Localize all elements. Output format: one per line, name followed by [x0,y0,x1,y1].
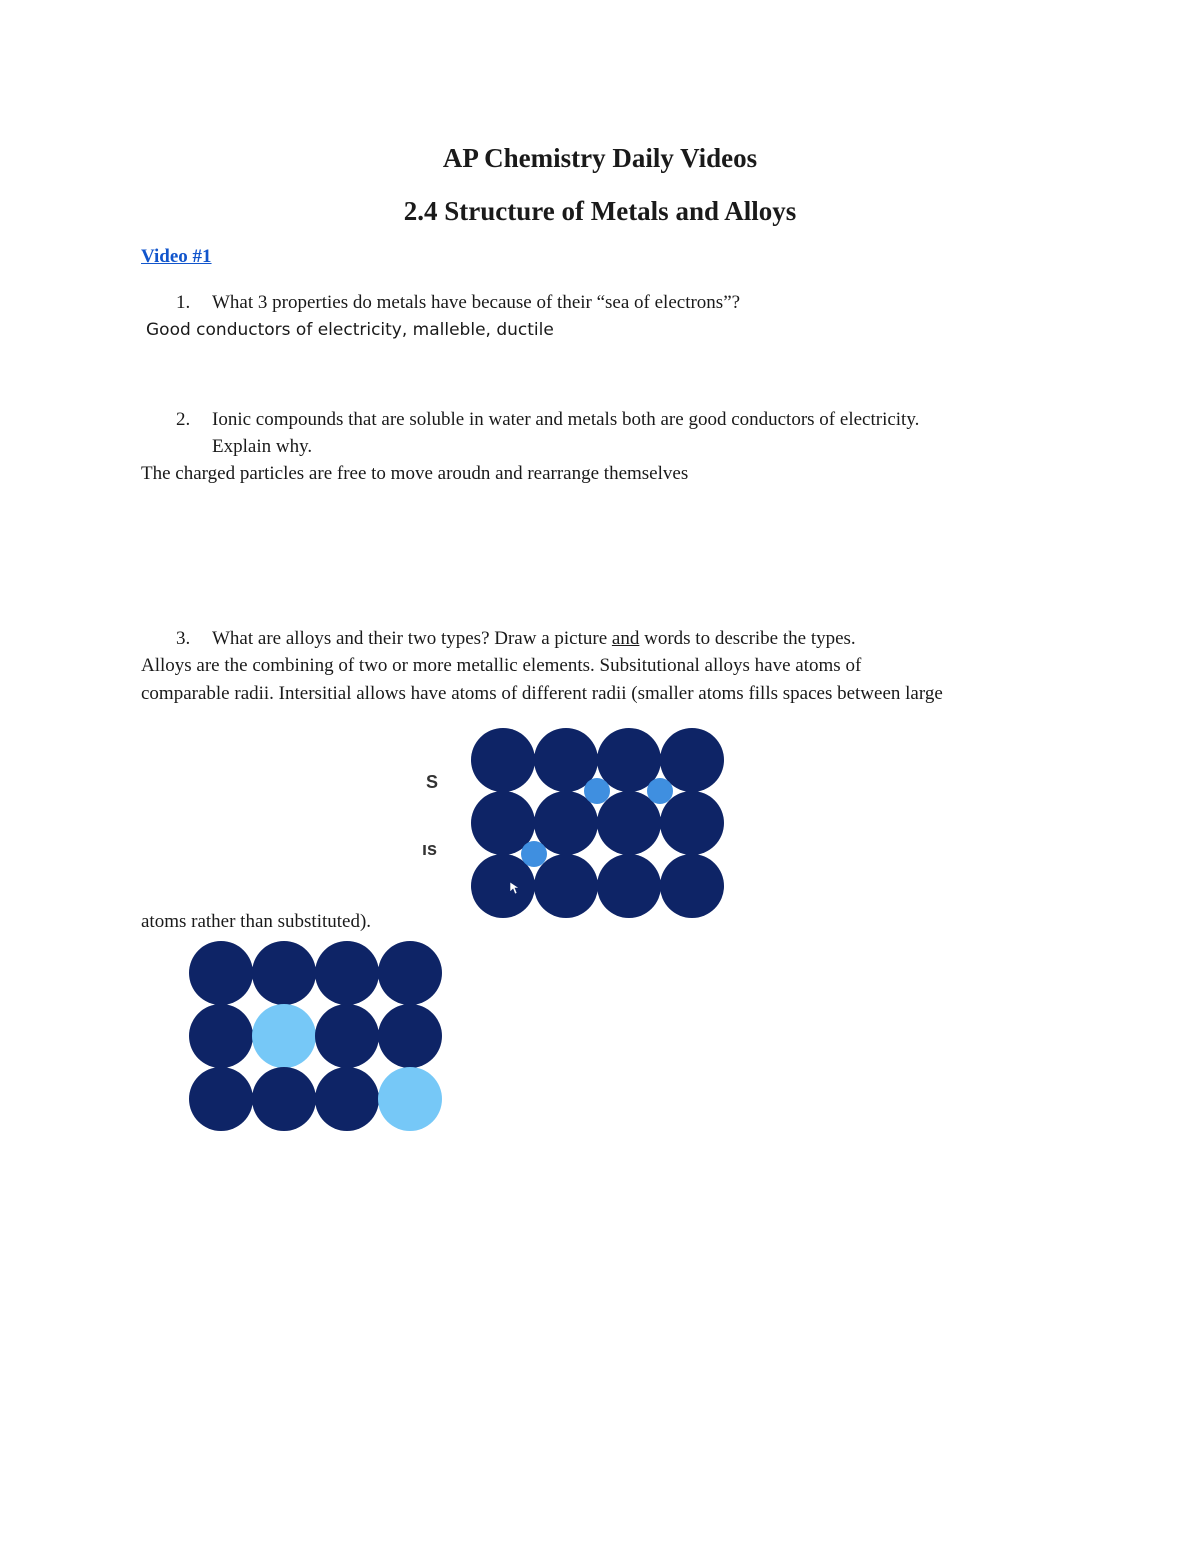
substitute-atom [252,1004,316,1068]
host-atom [252,941,316,1005]
question-text-before: What are alloys and their two types? Draw a picture [212,628,612,649]
question-text [212,625,1056,652]
host-atom [315,941,379,1005]
substitute-atom [378,1067,442,1131]
large-atom [471,728,535,792]
answer-3-line1: Alloys are the combining of two or more metallic elements. Subsitutional alloys have atoms of [141,655,862,676]
large-atom [660,791,724,855]
answer-3-line2: comparable radii. Intersitial allows have atoms of different radii (smaller atoms fills spaces between large [141,683,943,704]
question-number: 3. [176,628,191,649]
small-interstitial-atom [521,841,547,867]
answer-2: The charged particles are free to move aroudn and rearrange themselves [141,463,689,484]
question-text-after: words to describe the types. [639,628,856,649]
image-text-fragment: ıs [422,839,438,859]
question-text-underlined: and [611,628,640,649]
substitutional-alloy-diagram [184,937,448,1137]
question-text-line2: Explain why. [212,436,313,457]
page-subtitle: 2.4 Structure of Metals and Alloys [403,196,797,226]
question-3 [176,625,1056,652]
host-atom [378,1004,442,1068]
large-atom [534,854,598,918]
host-atom [315,1004,379,1068]
large-atom [597,854,661,918]
question-text-line1: Ionic compounds that are soluble in water and metals both are good conductors of electricity. [212,409,920,430]
image-text-fragment: S [426,772,439,792]
large-atoms [471,728,724,918]
host-atom [252,1067,316,1131]
question-1 [176,289,1056,316]
question-2 [176,406,1056,460]
question-text: What 3 properties do metals have because of their “sea of electrons”? [212,292,741,313]
small-interstitial-atom [584,778,610,804]
answer-1: Good conductors of electricity, malleble, ductile [146,320,554,340]
question-number: 2. [176,409,191,430]
interstitial-alloy-diagram [466,724,730,924]
host-atom [189,941,253,1005]
answer-3-line3: atoms rather than substituted). [141,911,372,932]
question-number: 1. [176,292,191,313]
host-atom [378,941,442,1005]
video-link[interactable]: Video #1 [141,246,212,267]
page-title: AP Chemistry Daily Videos [442,143,758,173]
host-atom [189,1004,253,1068]
small-interstitial-atom [647,778,673,804]
host-atom [189,1067,253,1131]
host-atom [315,1067,379,1131]
large-atom [660,854,724,918]
